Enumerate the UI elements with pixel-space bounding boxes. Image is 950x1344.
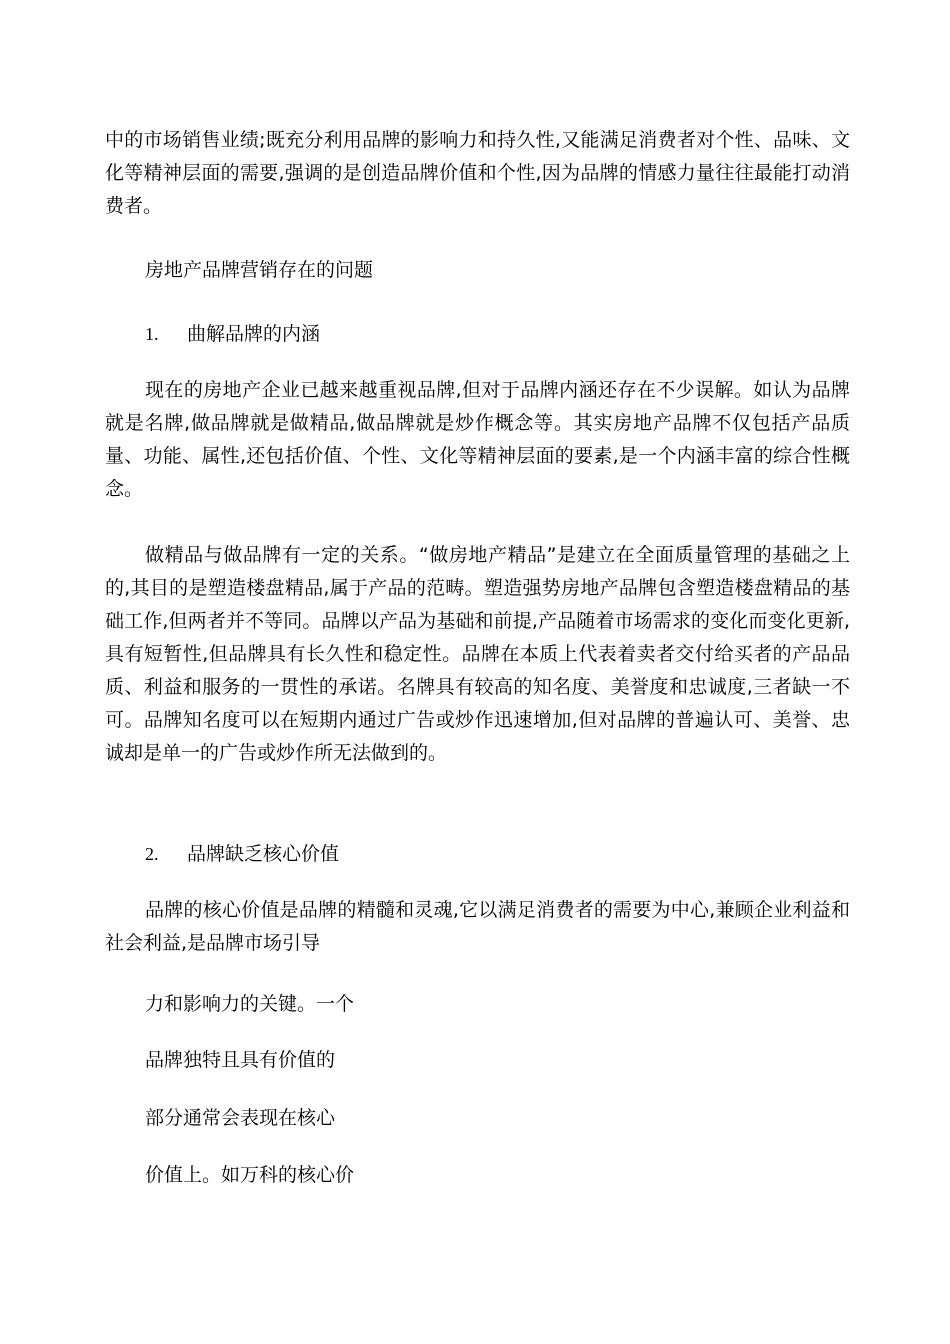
paragraph-brand-misunderstanding: 现在的房地产企业已越来越重视品牌,但对于品牌内涵还存在不少误解。如认为品牌就是名牌,做品牌就是做精品,做品牌就是炒作概念等。其实房地产品牌不仅包括产品质量、功能、属性,还包括价值、个性、文化等精神层面的要素,是一个内涵丰富的综合性概念。 (105, 379, 850, 500)
section-heading: 房地产品牌营销存在的问题 (145, 259, 374, 281)
list-item-1-number: 1. (145, 324, 159, 344)
paragraph-quality-vs-brand: 做精品与做品牌有一定的关系。“做房地产精品”是建立在全面质量管理的基础之上的,其目的是塑造楼盘精品,属于产品的范畴。塑造强势房地产品牌包含塑造楼盘精品的基础工作,但两者并不等同。品牌以产品为基础和前提,产品随着市场需求的变化而变化更新,具有短暂性,但品牌具有长久性和稳定性。品牌在本质上代表着卖者交付给买者的产品品质、利益和服务的一贯性的承诺。名牌具有较高的知名度、美誉度和忠诚度,三者缺一不可。品牌知名度可以在短期内通过广告或炒作迅速增加,但对品牌的普遍认可、美誉、忠诚却是单一的广告或炒作所无法做到的。 (105, 544, 850, 764)
paragraph-core-value: 品牌的核心价值是品牌的精髓和灵魂,它以满足消费者的需要为中心,兼顾企业利益和社会利益,是品牌市场引导 (105, 899, 850, 954)
list-item-2-number: 2. (145, 844, 159, 864)
text-fragment: 力和影响力的关键。一个 (145, 993, 355, 1015)
list-item-1 (145, 318, 320, 351)
list-item-1-title: 曲解品牌的内涵 (187, 323, 321, 345)
text-fragment: 品牌独特且具有价值的 (145, 1049, 336, 1071)
paragraph-continuation: 中的市场销售业绩;既充分利用品牌的影响力和持久性,又能满足消费者对个性、品味、文化等精神层面的需要,强调的是创造品牌价值和个性,因为品牌的情感力量往往最能打动消费者。 (105, 129, 850, 217)
text-fragment: 部分通常会表现在核心 (145, 1107, 336, 1129)
list-item-2 (145, 838, 339, 871)
text-fragment: 价值上。如万科的核心价 (145, 1164, 355, 1186)
list-item-2-title: 品牌缺乏核心价值 (187, 843, 340, 865)
